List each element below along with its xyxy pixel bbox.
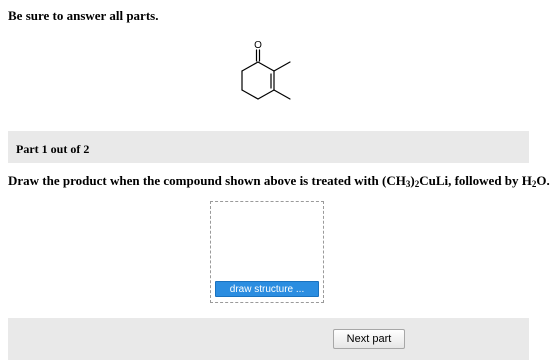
draw-structure-button[interactable]: draw structure ... — [215, 281, 319, 297]
structure-answer-box[interactable] — [210, 201, 324, 303]
next-part-button[interactable]: Next part — [333, 329, 405, 349]
oxygen-atom-label: O — [254, 40, 262, 51]
instructions-text: Be sure to answer all parts. — [8, 8, 159, 23]
molecule-structure-2-3-dimethylcyclohexenone — [226, 38, 306, 120]
part-label: Part 1 out of 2 — [16, 142, 90, 156]
footer-bar — [8, 318, 529, 360]
part-header-bar — [8, 131, 529, 163]
question-text: Draw the product when the compound shown above is treated with $(CH_3)_2CuLi$, followed by $H_2O$. — [8, 173, 550, 189]
